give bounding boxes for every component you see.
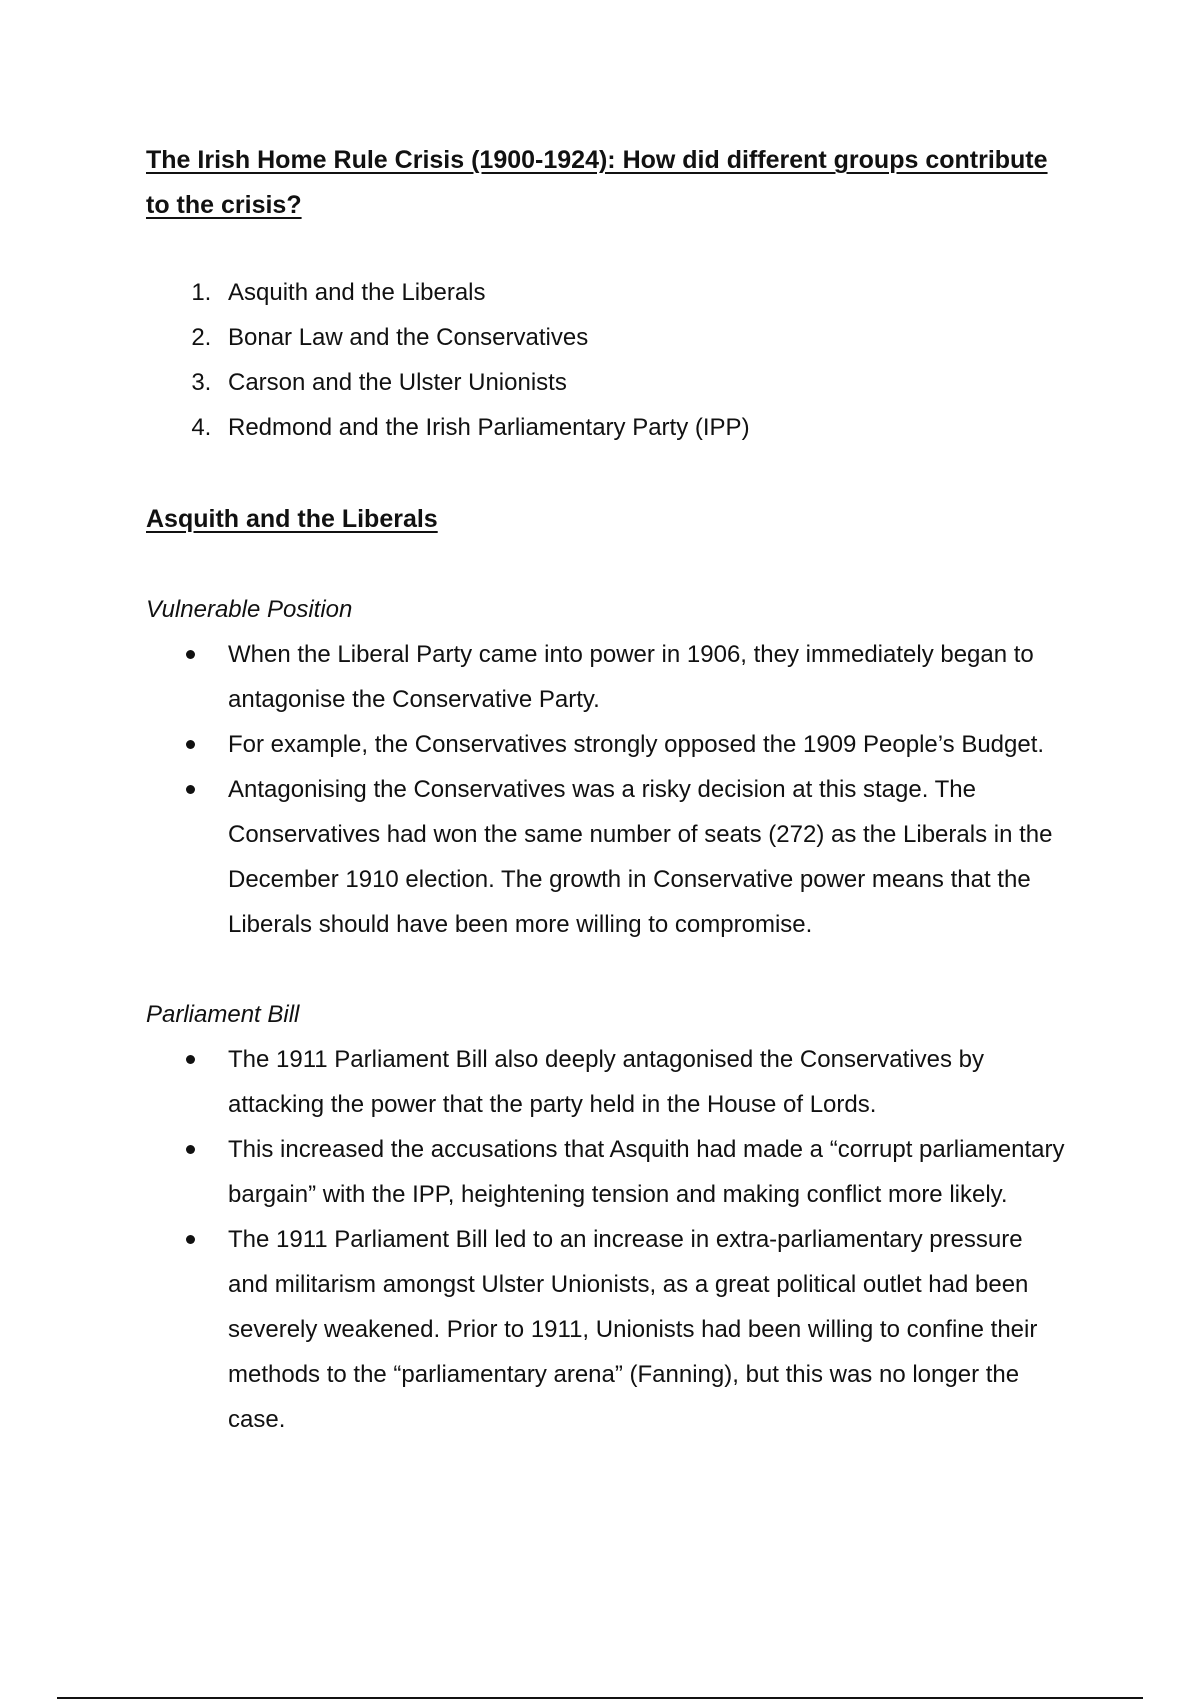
bullet-text: When the Liberal Party came into power in 1906, they immediately began to antagonise the Conservative Party. — [228, 641, 1034, 713]
bullet-item — [218, 722, 1066, 767]
bullet-text: Antagonising the Conservatives was a risky decision at this stage. The Conservatives had won the same number of seats (272) as the Liberals in the December 1910 election. The growth in Conservative power means that the Liberals should have been more willing to compromise. — [228, 776, 1053, 938]
bullet-icon — [186, 1145, 195, 1154]
bullet-text: This increased the accusations that Asquith had made a “corrupt parliamentary bargain” with the IPP, heightening tension and making conflict more likely. — [228, 1136, 1065, 1208]
bullet-item — [218, 1217, 1066, 1442]
footer-divider — [57, 1697, 1143, 1699]
list-item: 3. Carson and the Ulster Unionists — [218, 360, 1066, 405]
bullet-list — [146, 632, 1066, 947]
bullet-icon — [186, 785, 195, 794]
bullet-text: The 1911 Parliament Bill led to an increase in extra-parliamentary pressure and militarism amongst Ulster Unionists, as a great political outlet had been severely weakened. Prior to 1911, Unionists had been willing to confine their methods to the “parliamentary arena” (Fanning), but this was no longer the case. — [228, 1226, 1038, 1433]
list-item: 2. Bonar Law and the Conservatives — [218, 315, 1066, 360]
subsection-heading-parliament-bill: Parliament Bill — [146, 1001, 300, 1028]
subsection-heading-vulnerable-position: Vulnerable Position — [146, 596, 353, 623]
bullet-icon — [186, 650, 195, 659]
document-page — [146, 138, 1066, 1442]
bullet-item — [218, 632, 1066, 722]
page-title: The Irish Home Rule Crisis (1900-1924): How did different groups contribute to the crisis? — [146, 146, 1048, 219]
bullet-icon — [186, 1235, 195, 1244]
bullet-icon — [186, 740, 195, 749]
bullet-item — [218, 1037, 1066, 1127]
contents-list — [146, 270, 1066, 450]
list-item: 1. Asquith and the Liberals — [218, 270, 1066, 315]
bullet-item — [218, 1127, 1066, 1217]
bullet-item — [218, 767, 1066, 947]
bullet-text: The 1911 Parliament Bill also deeply antagonised the Conservatives by attacking the power that the party held in the House of Lords. — [228, 1046, 984, 1118]
bullet-text: For example, the Conservatives strongly opposed the 1909 People’s Budget. — [228, 731, 1045, 758]
bullet-list — [146, 1037, 1066, 1442]
bullet-icon — [186, 1055, 195, 1064]
list-item: 4. Redmond and the Irish Parliamentary Party (IPP) — [218, 405, 1066, 450]
section-heading: Asquith and the Liberals — [146, 505, 438, 533]
